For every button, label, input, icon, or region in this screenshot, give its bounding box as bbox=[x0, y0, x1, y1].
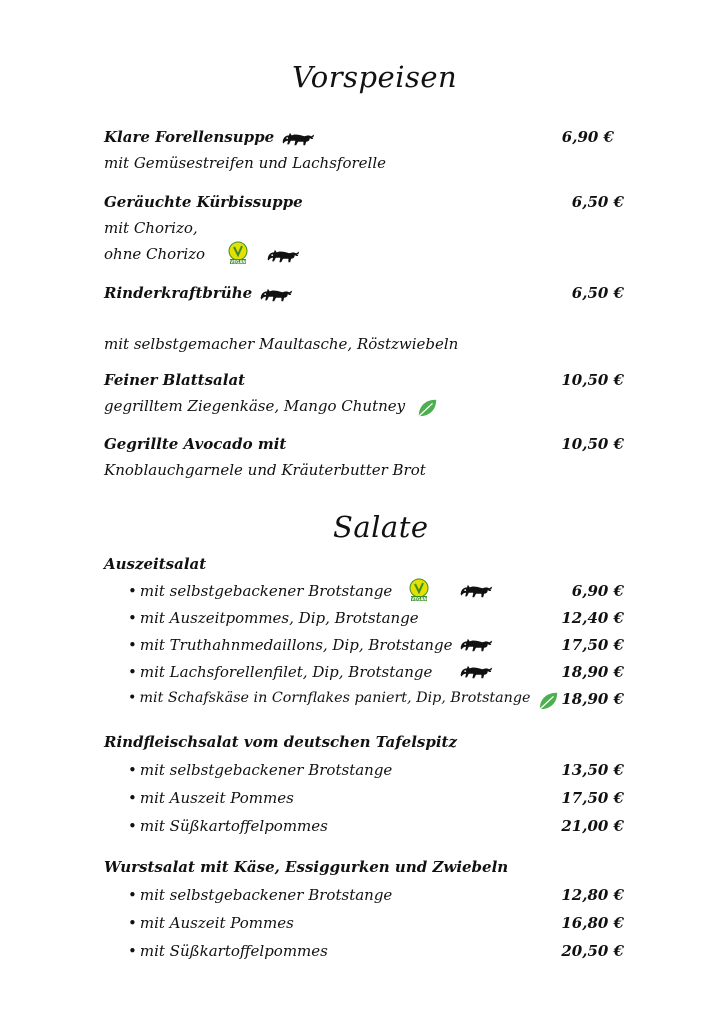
option-price: 21,00 € bbox=[561, 817, 624, 835]
salad-group-name: Auszeitsalat bbox=[104, 555, 207, 573]
dish-price: 10,50 € bbox=[561, 371, 624, 389]
lion-icon bbox=[258, 286, 294, 304]
leaf-icon bbox=[416, 397, 438, 419]
dish-description: ohne Chorizo bbox=[104, 245, 206, 263]
dish-name: Feiner Blattsalat bbox=[104, 371, 246, 389]
option-price: 18,90 € bbox=[561, 690, 624, 708]
option-price: 18,90 € bbox=[561, 663, 624, 681]
vegan-icon bbox=[228, 241, 248, 265]
option-label: • mit Süßkartoffelpommes bbox=[128, 817, 328, 835]
vegan-badge-text: VEGAN bbox=[411, 596, 427, 602]
dish-price: 10,50 € bbox=[561, 435, 624, 453]
lion-icon bbox=[458, 636, 494, 654]
option-label: • mit Lachsforellenfilet, Dip, Brotstange bbox=[128, 663, 432, 681]
option-price: 12,40 € bbox=[561, 609, 624, 627]
option-label: • mit Auszeit Pommes bbox=[128, 914, 294, 932]
option-label: • mit selbstgebackener Brotstange bbox=[128, 761, 392, 779]
dish-price: 6,50 € bbox=[571, 193, 624, 211]
section-title-salate: Salate bbox=[333, 510, 429, 544]
vegan-icon bbox=[409, 578, 429, 602]
option-label: • mit selbstgebackener Brotstange bbox=[128, 582, 392, 600]
dish-description: mit selbstgemacher Maultasche, Röstzwiebeln bbox=[104, 335, 459, 353]
dish-description: Knoblauchgarnele und Kräuterbutter Brot bbox=[104, 461, 426, 479]
option-price: 13,50 € bbox=[561, 761, 624, 779]
dish-description: mit Chorizo, bbox=[104, 219, 198, 237]
dish-name: Gegrillte Avocado mit bbox=[104, 435, 287, 453]
option-price: 17,50 € bbox=[561, 636, 624, 654]
salad-group-name: Wurstsalat mit Käse, Essiggurken und Zwiebeln bbox=[104, 858, 509, 876]
salad-group-name: Rindfleischsalat vom deutschen Tafelspitz bbox=[104, 733, 457, 751]
option-price: 12,80 € bbox=[561, 886, 624, 904]
lion-icon bbox=[458, 663, 494, 681]
dish-name: Geräuchte Kürbissuppe bbox=[104, 193, 303, 211]
dish-price: 6,50 € bbox=[571, 284, 624, 302]
section-title-vorspeisen: Vorspeisen bbox=[292, 60, 458, 94]
option-price: 6,90 € bbox=[571, 582, 624, 600]
dish-price: 6,90 € bbox=[561, 128, 614, 146]
lion-icon bbox=[280, 130, 316, 148]
lion-icon bbox=[458, 582, 494, 600]
dish-description: mit Gemüsestreifen und Lachsforelle bbox=[104, 154, 387, 172]
dish-name: Klare Forellensuppe bbox=[104, 128, 275, 146]
vegan-badge-text: VEGAN bbox=[230, 259, 246, 265]
option-price: 17,50 € bbox=[561, 789, 624, 807]
lion-icon bbox=[265, 247, 301, 265]
option-price: 20,50 € bbox=[561, 942, 624, 960]
dish-name: Rinderkraftbrühe bbox=[104, 284, 253, 302]
option-label: • mit Süßkartoffelpommes bbox=[128, 942, 328, 960]
option-label: • mit Schafskäse in Cornflakes paniert, Dip, Brotstange bbox=[128, 690, 531, 706]
option-price: 16,80 € bbox=[561, 914, 624, 932]
option-label: • mit Auszeitpommes, Dip, Brotstange bbox=[128, 609, 419, 627]
option-label: • mit Auszeit Pommes bbox=[128, 789, 294, 807]
option-label: • mit Truthahnmedaillons, Dip, Brotstange bbox=[128, 636, 452, 654]
option-label: • mit selbstgebackener Brotstange bbox=[128, 886, 392, 904]
dish-description: gegrilltem Ziegenkäse, Mango Chutney bbox=[104, 397, 406, 415]
